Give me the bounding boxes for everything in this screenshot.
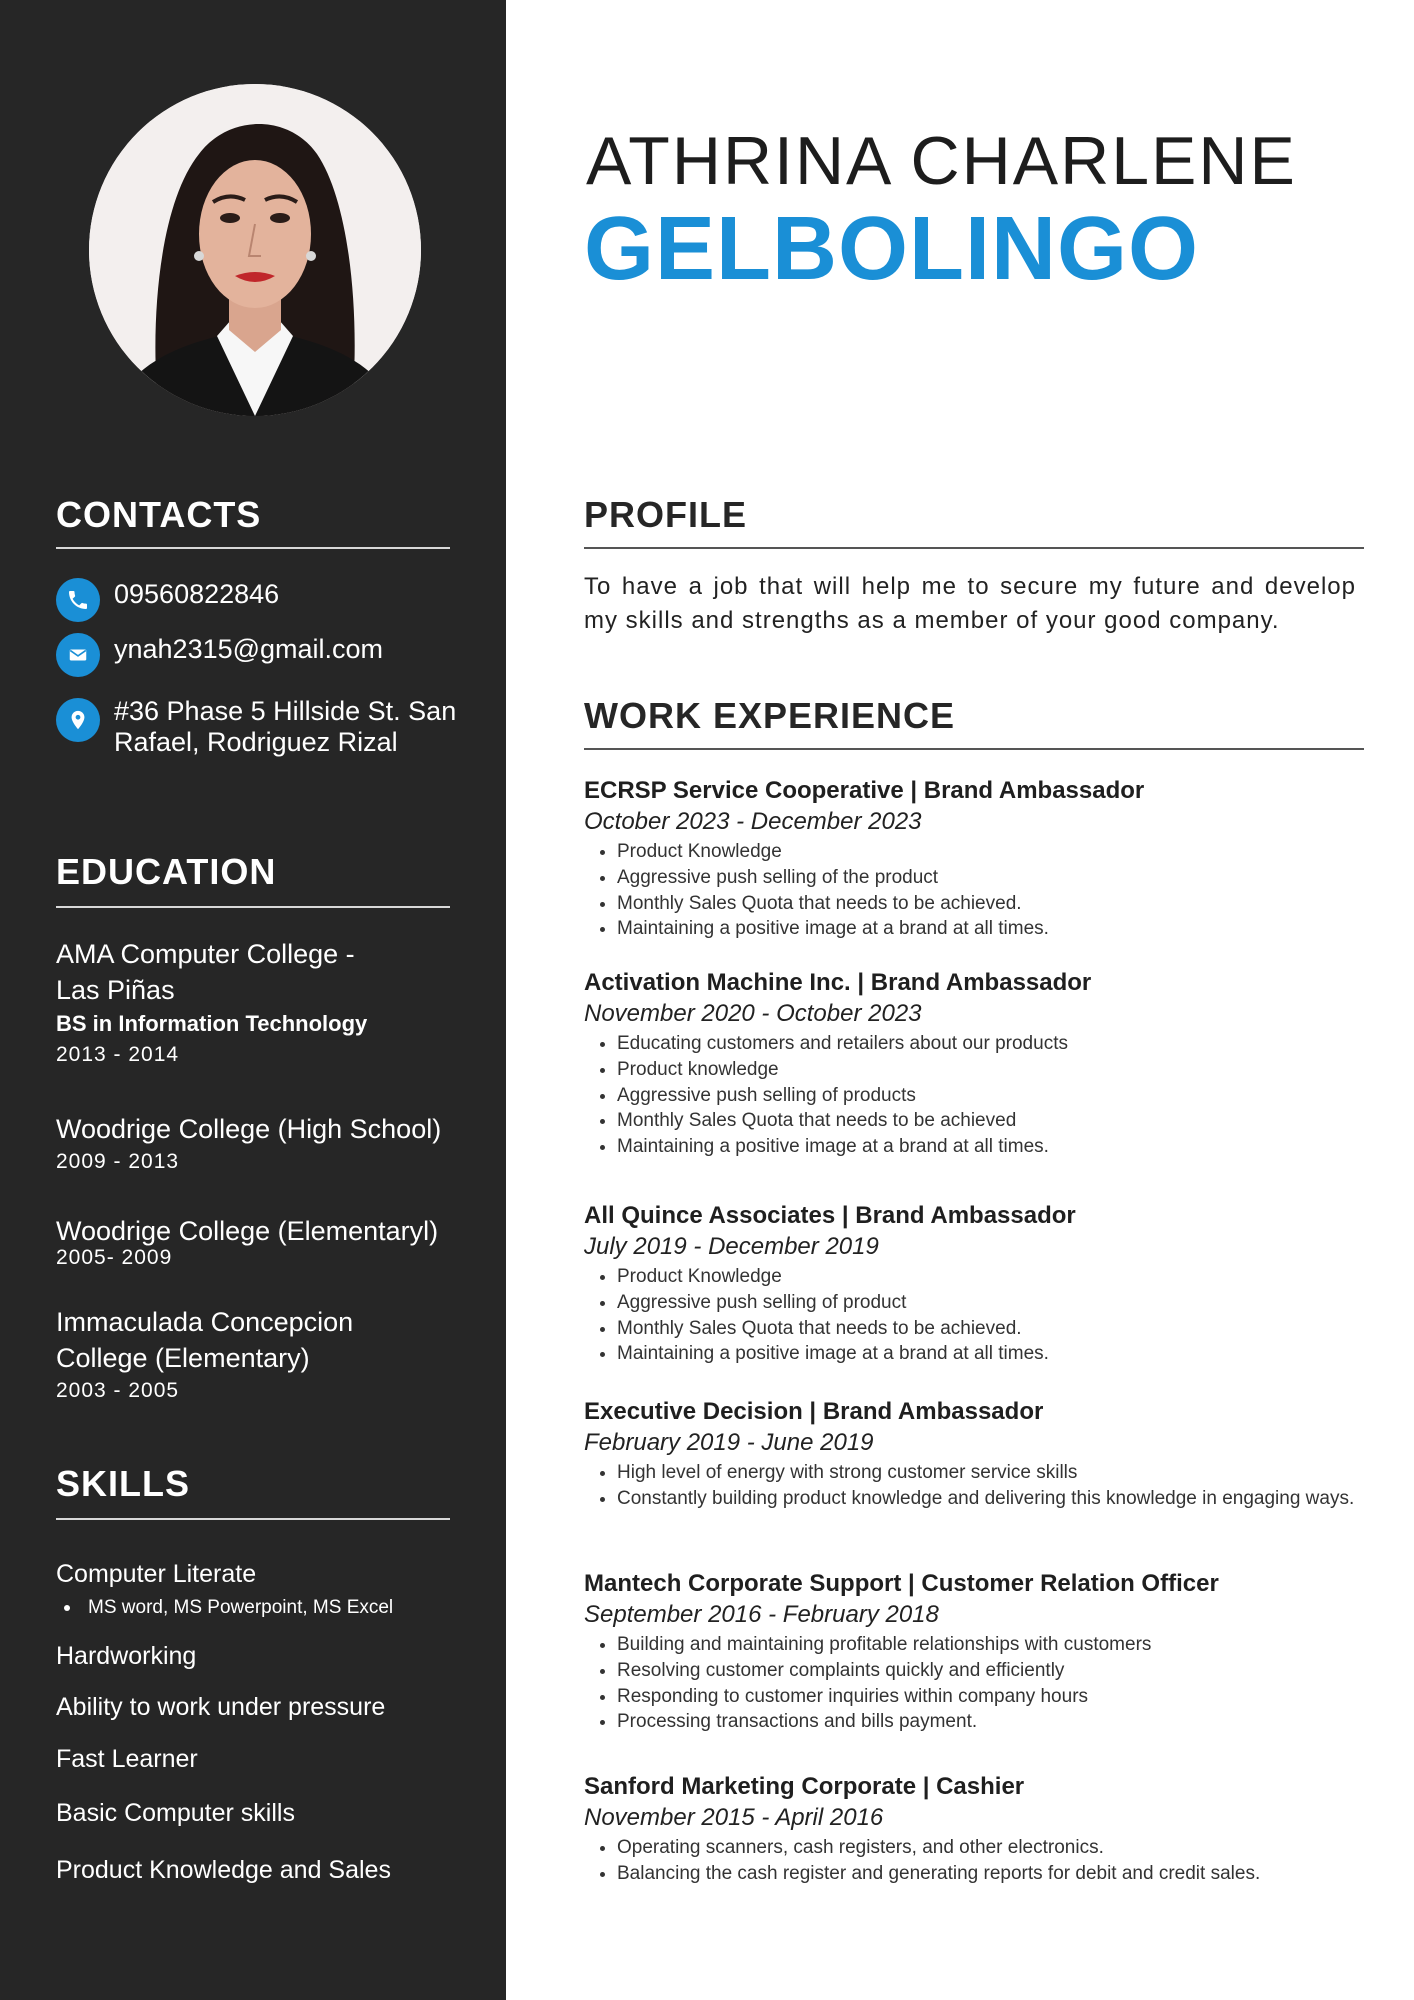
job-duties bbox=[584, 839, 1358, 942]
phone-icon bbox=[56, 578, 100, 622]
sidebar bbox=[0, 0, 506, 2000]
education-years: 2003 - 2005 bbox=[56, 1379, 180, 1402]
skills-divider bbox=[56, 1518, 450, 1520]
education-school: AMA Computer College - Las Piñas bbox=[56, 939, 355, 1005]
job-dates: November 2015 - April 2016 bbox=[584, 1804, 884, 1831]
job-duty: • Product Knowledge bbox=[617, 1264, 1358, 1290]
contact-address-text: #36 Phase 5 Hillside St. San Rafael, Rodriguez Rizal bbox=[114, 696, 457, 757]
job-dates: November 2020 - October 2023 bbox=[584, 1000, 922, 1027]
job-title: ECRSP Service Cooperative | Brand Ambassador bbox=[584, 777, 1145, 804]
job-dates: October 2023 - December 2023 bbox=[584, 808, 922, 835]
job-duties bbox=[584, 1264, 1358, 1367]
work-experience-heading: WORK EXPERIENCE bbox=[584, 695, 956, 736]
job-dates: July 2019 - December 2019 bbox=[584, 1233, 879, 1260]
job-duties bbox=[584, 1460, 1358, 1512]
job-duty: • Resolving customer complaints quickly and efficiently bbox=[617, 1658, 1358, 1684]
skill-item: Fast Learner bbox=[56, 1745, 198, 1773]
job-duty: • Monthly Sales Quota that needs to be achieved bbox=[617, 1108, 1358, 1134]
bullet-icon bbox=[64, 1605, 70, 1611]
job-duty: • Maintaining a positive image at a brand at all times. bbox=[617, 1341, 1358, 1367]
job-duty: • Balancing the cash register and generating reports for debit and credit sales. bbox=[617, 1861, 1358, 1887]
skill-item: Product Knowledge and Sales bbox=[56, 1856, 391, 1884]
job-dates: September 2016 - February 2018 bbox=[584, 1601, 939, 1628]
profile-heading: PROFILE bbox=[584, 494, 748, 535]
contact-email-text: ynah2315@gmail.com bbox=[114, 634, 384, 664]
skill-item: Basic Computer skills bbox=[56, 1799, 295, 1827]
profile-divider bbox=[584, 547, 1364, 549]
job-duty: • Maintaining a positive image at a brand at all times. bbox=[617, 916, 1358, 942]
skill-item: Ability to work under pressure bbox=[56, 1693, 386, 1721]
education-years: 2005- 2009 bbox=[56, 1246, 173, 1269]
contact-address bbox=[56, 698, 484, 758]
job-title: Mantech Corporate Support | Customer Relation Officer bbox=[584, 1570, 1219, 1597]
job-duty: • Aggressive push selling of product bbox=[617, 1290, 1358, 1316]
education-divider bbox=[56, 906, 450, 908]
job-duties bbox=[584, 1835, 1358, 1887]
job-entry bbox=[584, 1771, 1358, 1887]
skill-item: Hardworking bbox=[56, 1642, 197, 1670]
contact-email[interactable] bbox=[56, 633, 484, 677]
profile-text: To have a job that will help me to secure my future and develop my skills and strengths as a member of your good company. bbox=[584, 573, 1356, 634]
education-entry bbox=[56, 936, 396, 1070]
profile-photo-illustration bbox=[89, 84, 421, 416]
job-duty: • Responding to customer inquiries within company hours bbox=[617, 1684, 1358, 1710]
skill-item: Computer Literate bbox=[56, 1560, 257, 1588]
job-duty: • Educating customers and retailers about our products bbox=[617, 1031, 1358, 1057]
job-duty: • Processing transactions and bills payment. bbox=[617, 1709, 1358, 1735]
education-years: 2009 - 2013 bbox=[56, 1150, 180, 1173]
skills-heading: SKILLS bbox=[56, 1463, 191, 1504]
education-entry bbox=[56, 1304, 396, 1406]
job-entry bbox=[584, 775, 1358, 942]
job-title: Sanford Marketing Corporate | Cashier bbox=[584, 1773, 1025, 1800]
work-experience-divider bbox=[584, 748, 1364, 750]
job-duties bbox=[584, 1031, 1358, 1160]
education-school: Woodrige College (High School) bbox=[56, 1114, 442, 1144]
location-pin-icon bbox=[56, 698, 100, 742]
job-title: All Quince Associates | Brand Ambassador bbox=[584, 1202, 1076, 1229]
skill-sub-item bbox=[64, 1597, 393, 1619]
job-duty: • Product Knowledge bbox=[617, 839, 1358, 865]
education-entry bbox=[56, 1213, 476, 1273]
job-duty: • Building and maintaining profitable relationships with customers bbox=[617, 1632, 1358, 1658]
contact-phone-text: 09560822846 bbox=[114, 579, 280, 609]
job-entry bbox=[584, 1396, 1358, 1512]
mail-icon bbox=[56, 633, 100, 677]
job-duty: • High level of energy with strong customer service skills bbox=[617, 1460, 1358, 1486]
job-duty: • Operating scanners, cash registers, and other electronics. bbox=[617, 1835, 1358, 1861]
education-entry bbox=[56, 1111, 476, 1177]
job-title: Executive Decision | Brand Ambassador bbox=[584, 1398, 1044, 1425]
job-duty: • Maintaining a positive image at a brand at all times. bbox=[617, 1134, 1358, 1160]
education-school: Immaculada Concepcion College (Elementary) bbox=[56, 1307, 354, 1373]
job-duty: • Product knowledge bbox=[617, 1057, 1358, 1083]
contacts-heading: CONTACTS bbox=[56, 494, 262, 535]
job-title: Activation Machine Inc. | Brand Ambassador bbox=[584, 969, 1092, 996]
main-content bbox=[506, 0, 1414, 2000]
first-name: ATHRINA CHARLENE bbox=[586, 123, 1297, 199]
job-duty: • Monthly Sales Quota that needs to be achieved. bbox=[617, 891, 1358, 917]
job-duties bbox=[584, 1632, 1358, 1735]
education-degree: BS in Information Technology bbox=[56, 1011, 368, 1036]
job-dates: February 2019 - June 2019 bbox=[584, 1429, 874, 1456]
education-heading: EDUCATION bbox=[56, 851, 277, 892]
education-years: 2013 - 2014 bbox=[56, 1043, 180, 1066]
job-entry bbox=[584, 1568, 1358, 1735]
contacts-divider bbox=[56, 547, 450, 549]
skill-sub-text: MS word, MS Powerpoint, MS Excel bbox=[88, 1597, 394, 1618]
job-duty: • Constantly building product knowledge and delivering this knowledge in engaging ways. bbox=[617, 1486, 1358, 1512]
job-entry bbox=[584, 1200, 1358, 1367]
job-duty: • Monthly Sales Quota that needs to be achieved. bbox=[617, 1316, 1358, 1342]
contact-phone[interactable] bbox=[56, 578, 484, 622]
education-school: Woodrige College (Elementaryl) bbox=[56, 1216, 439, 1246]
last-name: GELBOLINGO bbox=[584, 199, 1199, 299]
job-duty: • Aggressive push selling of products bbox=[617, 1083, 1358, 1109]
profile-photo bbox=[89, 84, 421, 416]
job-entry bbox=[584, 967, 1358, 1160]
job-duty: • Aggressive push selling of the product bbox=[617, 865, 1358, 891]
